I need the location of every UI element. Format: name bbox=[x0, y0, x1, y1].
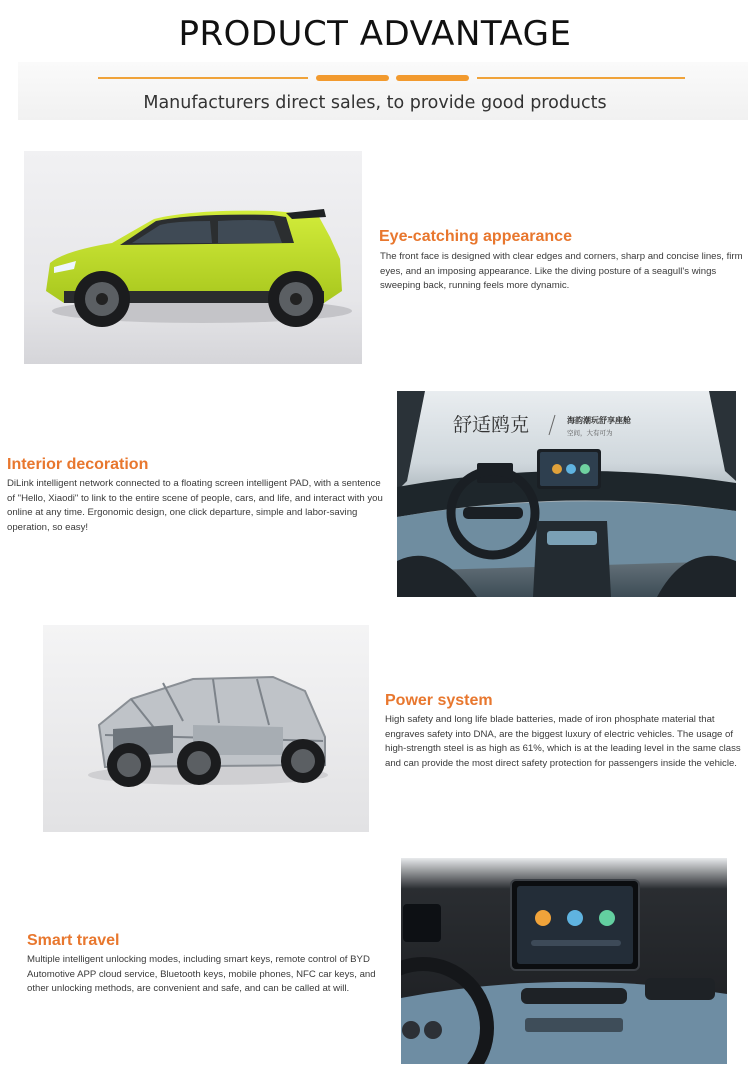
feature-body-interior: DiLink intelligent network connected to a floating screen intelligent PAD, with a sentence of "Hello, Xiaodi" to link to the entire scene of people, cars, and life, and interact with you online at any time. Ergonomic design, one click departure, simple and labor-saving operation, so easy! bbox=[7, 478, 383, 533]
feature-body-power: High safety and long life blade batteries, made of iron phosphate material that engraves safety into DNA, are the biggest luxury of electric vehicles. The usage of high-strength steel is as high as 61%, which is at the leading level in the same class and can provide the most direct safety protection for passengers inside the vehicle. bbox=[385, 714, 741, 769]
feature-body-exterior: The front face is designed with clear edges and corners, sharp and concise lines, firm eyes, and an imposing appearance. Like the diving posture of a seagull's wings sweeping back, running feels more dynamic. bbox=[380, 251, 743, 292]
interior-caption-main: 舒适鸥克 bbox=[453, 414, 530, 436]
accent-pill-right bbox=[396, 75, 469, 81]
divider-right bbox=[477, 77, 685, 79]
feature-body-smart-travel: Multiple intelligent unlocking modes, including smart keys, remote control of BYD Automotive APP cloud service, Bluetooth keys, mobile phones, NFC car keys, and other unlocking methods, are convenient and safe, and can be called at will. bbox=[27, 954, 376, 995]
tagline: Manufacturers direct sales, to provide good products bbox=[143, 93, 607, 113]
body-frame-image bbox=[43, 625, 369, 832]
divider-left bbox=[98, 77, 308, 79]
feature-title-interior: Interior decoration bbox=[7, 456, 149, 473]
interior-caption-sub2: 空间，大有可为 bbox=[567, 429, 613, 437]
interior-caption-sub: 海韵潮玩舒享座舱 bbox=[567, 416, 631, 425]
feature-title-smart-travel: Smart travel bbox=[27, 932, 120, 949]
feature-title-power: Power system bbox=[385, 692, 493, 709]
page-title: PRODUCT ADVANTAGE bbox=[178, 14, 572, 54]
accent-pill-left bbox=[316, 75, 389, 81]
center-console-image bbox=[401, 858, 727, 1064]
feature-title-exterior: Eye-catching appearance bbox=[379, 228, 572, 245]
exterior-car-image bbox=[24, 151, 362, 364]
interior-dashboard-image bbox=[397, 391, 736, 597]
